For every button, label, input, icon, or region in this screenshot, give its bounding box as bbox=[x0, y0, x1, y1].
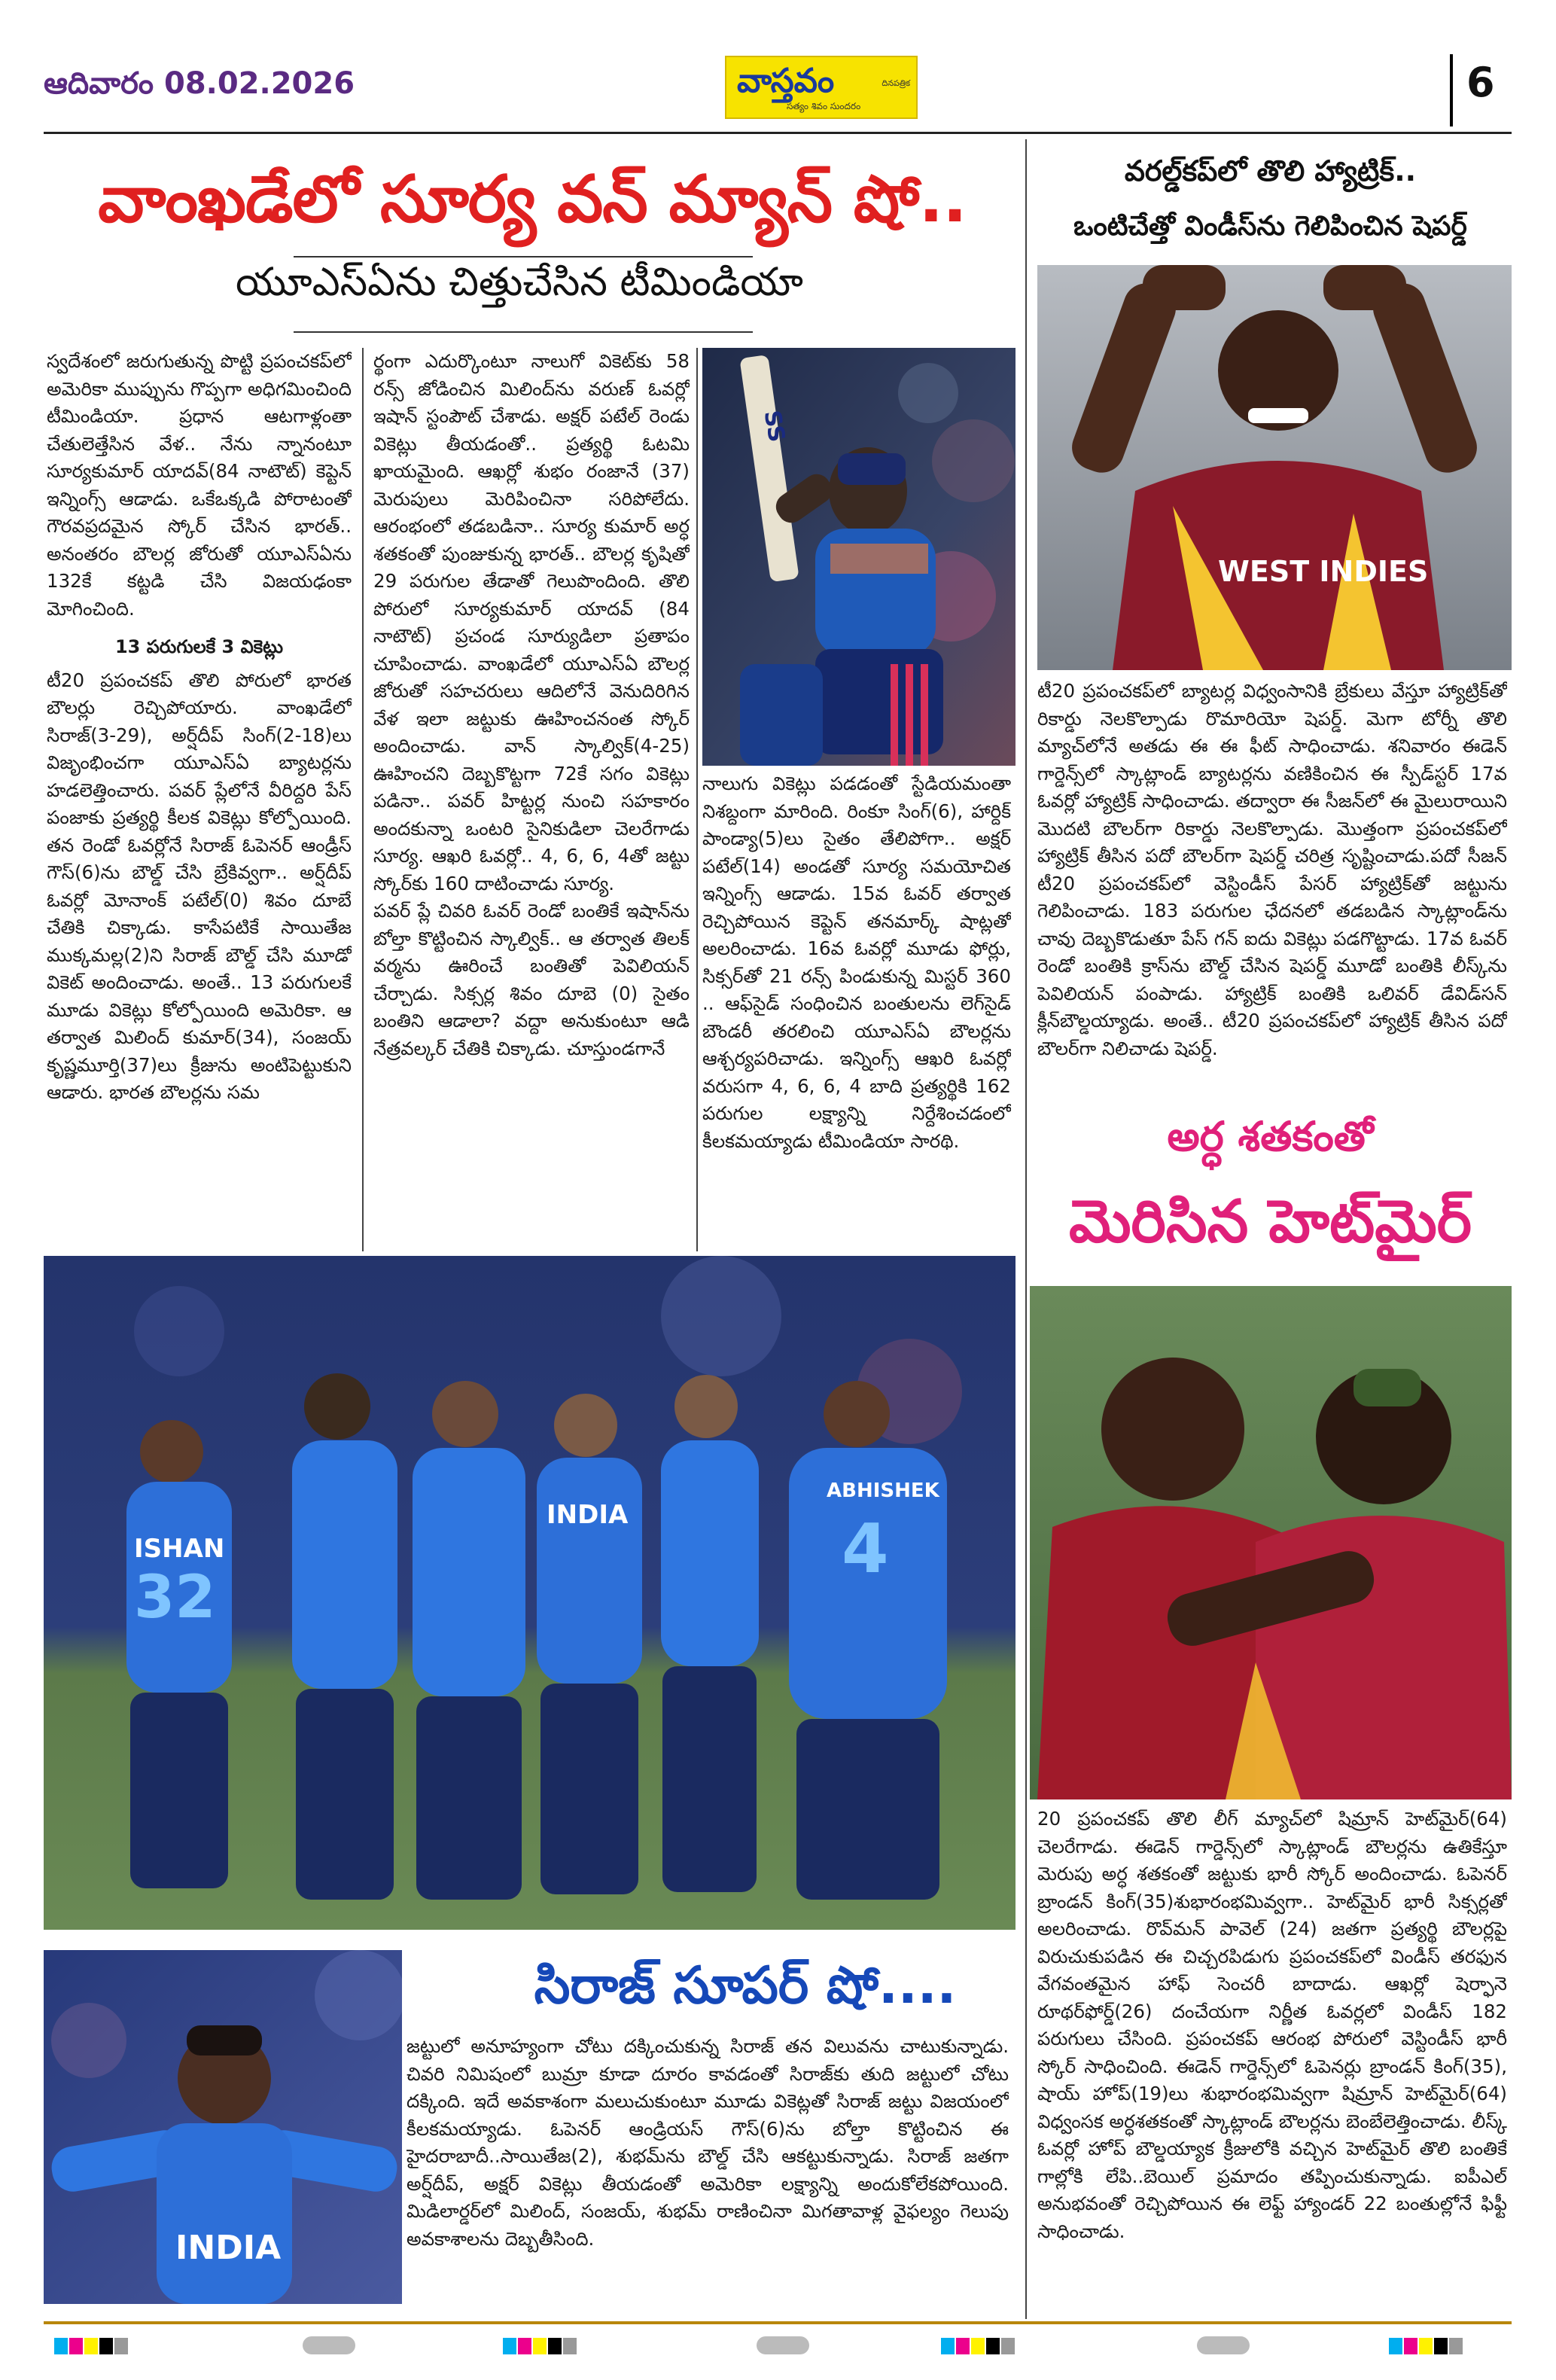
registration-color-bar bbox=[941, 2338, 1016, 2354]
shepherd-headline-line2: ఒంటిచేత్తో విండీస్‌ను గెలిపించిన షెపర్డ్ bbox=[1073, 211, 1467, 242]
jersey-number-4: 4 bbox=[842, 1510, 889, 1589]
page-number: 6 bbox=[1466, 59, 1495, 106]
issue-date: ఆదివారం 08.02.2026 bbox=[44, 66, 355, 101]
hetmyer-headline-line1: అర్ధ శతకంతో bbox=[1167, 1113, 1374, 1160]
main-subheadline: యూఎస్ఏను చిత్తుచేసిన టీమిండియా bbox=[236, 260, 803, 305]
hetmyer-celebration-photo bbox=[1030, 1286, 1512, 1799]
right-column-divider bbox=[1025, 139, 1027, 2319]
masthead-brand: వాస్తవం bbox=[737, 62, 835, 100]
headline-rule-bottom bbox=[294, 331, 753, 333]
column-divider bbox=[696, 348, 698, 1251]
siraj-story-paragraph: జట్టులో అనూహ్యంగా చోటు దక్కించుకున్న సిరాజ్ తన విలువను చాటుకున్నాడు. చివరి నిమిషంలో బుమ్రా కూడా దూరం కావడంతో సిరాజ్‌కు తుది జట్టులో చోటు దక్కింది. ఇదే అవకాశంగా మలుచుకుంటూ మూడు వికెట్లతో సిరాజ్ జట్టు విజయంలో కీలకమయ్యాడు. ఓపెనర్ ఆండ్రియస్ గౌస్(6)ను బోల్తా కొట్టించిన ఈ హైదరాబాదీ..సాయితేజ(2), శుభమ్‌ను బౌల్డ్ చేసి ఆకట్టుకున్నాడు. సిరాజ్ జతగా అర్ష్‌దీప్, అక్షర్ వికెట్లు తీయడంతో అమెరికా లక్ష్యాన్ని అందుకోలేకపోయింది. మిడిలార్డర్‌లో మిలింద్, సంజయ్, శుభమ్ రాణించినా మిగతావాళ్ల వైఫల్యం గెలుపు అవకాశాలను దెబ్బతీసింది. bbox=[407, 2035, 1009, 2250]
shepherd-story-body bbox=[1037, 678, 1507, 1114]
footer-rule bbox=[44, 2321, 1512, 2324]
shepherd-celebration-photo bbox=[1037, 265, 1512, 670]
india-team-celebration-photo bbox=[44, 1256, 1016, 1930]
main-story-paragraph: నాలుగు వికెట్లు పడడంతో స్టేడియమంతా నిశబ్దంగా మారింది. రింకూ సింగ్(6), హార్దిక్ పాండ్యా(5)లు సైతం తేలిపోగా.. అక్షర్ పటేల్(14) అండతో సూర్య సమయోచిత ఇన్నింగ్స్ ఆడాడు. 15వ ఓవర్ తర్వాత రెచ్చిపోయిన కెప్టెన్ తనమార్క్ షాట్లతో అలరించాడు. 16వ ఓవర్లో మూడు ఫోర్లు, సిక్సర్‌తో 21 రన్స్ పిండుకున్న మిస్టర్ 360 .. ఆఫ్‌సైడ్ సంధించిన బంతులను లెగ్‌సైడ్ బౌండరీ తరలించి యూఎస్ఏ బౌలర్లను ఆశ్చర్యపరిచాడు. ఇన్నింగ్స్ ఆఖరి ఓవర్లో వరుసగా 4, 6, 6, 4 బాది ప్రత్యర్థికి 162 పరుగుల లక్ష్యాన్ని నిర్దేశించడంలో కీలకమయ్యాడు టీమిండియా సారథి. bbox=[702, 773, 1011, 1152]
main-story-column-3 bbox=[702, 770, 1011, 1252]
main-story-column-1 bbox=[47, 348, 352, 1251]
jersey-name-india: INDIA bbox=[547, 1500, 629, 1530]
shepherd-story-paragraph: టీ20 ప్రపంచకప్‌లో బ్యాటర్ల విధ్వంసానికి బ్రేకులు వేస్తూ హ్యాట్రిక్‌తో రికార్డు నెలకొల్పాడు రొమారియో షెపర్డ్. మెగా టోర్నీ తొలి మ్యాచ్‌లోనే అతడు ఈ ఈ ఫీట్ సాధించాడు. శనివారం ఈడెన్ గార్డెన్స్‌లో స్కాట్లాండ్ బ్యాటర్లను వణికించిన ఈ స్పీడ్‌స్టర్ 17వ ఓవర్లో హ్యాట్రిక్ సాధించాడు. తద్వారా ఈ సీజన్‌లో ఈ మైలురాయిని మొదటి బౌలర్‌గా రికార్డు నెలకొల్పాడు. మొత్తంగా ప్రపంచకప్‌లో హ్యాట్రిక్ తీసిన పదో బౌలర్‌గా షెపర్డ్ చరిత్ర సృష్టించాడు.పదో సీజన్ టీ20 ప్రపంచకప్‌లో వెస్టిండీస్ పేసర్ హ్యాట్రిక్‌తో జట్టును గెలిపించాడు. 183 పరుగుల ఛేదనలో తడబడిన స్కాట్లాండ్‌ను చావు దెబ్బకొడుతూ పేస్ గన్ ఐదు వికెట్లు పడగొట్టాడు. 17వ ఓవర్ రెండో బంతికి క్రాస్‌ను బౌల్డ్ చేసిన షెపర్డ్ మూడో బంతికి లీస్క్‌ను పెవిలియన్ పంపాడు. హ్యాట్రిక్ బంతికి ఒలివర్ డేవిడ్‌సన్ క్లీన్‌బౌల్డయ్యాడు. అంతే.. టీ20 ప్రపంచకప్‌లో హ్యాట్రిక్ తీసిన పదో బౌలర్‌గా నిలిచాడు షెపర్డ్. bbox=[1037, 680, 1507, 1059]
jersey-name-siraj-india: INDIA bbox=[175, 2229, 282, 2267]
registration-color-bar bbox=[54, 2338, 129, 2354]
column-divider bbox=[362, 348, 364, 1251]
page-number-divider bbox=[1450, 54, 1453, 126]
hetmyer-story-body bbox=[1037, 1806, 1507, 2318]
main-story-column-2 bbox=[373, 348, 690, 1251]
registration-pill bbox=[757, 2336, 809, 2354]
headline-rule-top bbox=[294, 256, 753, 258]
registration-color-bar bbox=[503, 2338, 578, 2354]
main-story-subhead: 13 పరుగులకే 3 వికెట్లు bbox=[114, 636, 284, 657]
main-story-paragraph: స్వదేశంలో జరుగుతున్న పొట్టి ప్రపంచకప్‌లో అమెరికా ముప్పును గొప్పగా అధిగమించింది టీమిండియా. ప్రధాన ఆటగాళ్లంతా చేతులెత్తేసిన వేళ.. నేను న్నానంటూ సూర్యకుమార్ యాదవ్(84 నాటౌట్) కెప్టెన్ ఇన్నింగ్స్ ఆడాడు. ఒకేఒక్కడి పోరాటంతో గౌరవప్రదమైన స్కోర్ చేసిన భారత్.. అనంతరం బౌలర్ల జోరుతో యూఎస్ఏను 132కే కట్టడి చేసి విజయఢంకా మోగించింది. bbox=[47, 350, 352, 620]
svg-text:SS: SS bbox=[758, 408, 790, 444]
registration-pill bbox=[1197, 2336, 1250, 2354]
main-headline: వాంఖడేలో సూర్య వన్ మ్యాన్ షో.. bbox=[98, 162, 967, 237]
siraj-story-body bbox=[407, 2033, 1009, 2311]
masthead-tagline: సత్యం శివం సుందరం bbox=[787, 101, 861, 111]
jersey-name-ishan: ISHAN bbox=[134, 1534, 225, 1564]
hetmyer-headline-line2: మెరిసిన హెట్‌మైర్ bbox=[1068, 1188, 1472, 1256]
main-story-paragraph: పవర్ ప్లే చివరి ఓవర్ రెండో బంతికే ఇషాన్‌ను బోల్తా కొట్టించిన స్కాల్విక్.. ఆ తర్వాత తిలక్ వర్మను ఊరించే బంతితో పెవిలియన్ చేర్చాడు. సిక్సర్ల శివం దూబె (0) సైతం బంతిని ఆడాలా? వద్దా అనుకుంటూ ఆడి నేత్రవల్కర్ చేతికి చిక్కాడు. చూస్తుండగానే bbox=[373, 900, 690, 1059]
jersey-text-west-indies: WEST INDIES bbox=[1218, 555, 1429, 588]
jersey-number-32: 32 bbox=[134, 1564, 216, 1632]
masthead-logo bbox=[725, 56, 918, 119]
masthead-publication: దినపత్రిక bbox=[882, 78, 910, 88]
header-rule bbox=[44, 132, 1512, 134]
shepherd-headline-line1: వరల్డ్‌కప్‌లో తొలి హ్యాట్రిక్.. bbox=[1124, 154, 1417, 187]
registration-color-bar bbox=[1389, 2338, 1464, 2354]
main-story-paragraph: టీ20 ప్రపంచకప్ తొలి పోరులో భారత బౌలర్లు రెచ్చిపోయారు. వాంఖడేలో సిరాజ్(3-29), అర్ష్‌దీప్ సింగ్(2-18)లు విజృంభించగా యూఎస్ఏ బ్యాటర్లను హడలెత్తించారు. పవర్ ప్లేలోనే వీరిద్దరి పేస్ పంజాకు ప్రత్యర్థి కీలక వికెట్లు కోల్పోయింది. తన రెండో ఓవర్లోనే సిరాజ్ ఓపెనర్ ఆండ్రీస్ గౌస్(6)ను బౌల్డ్ చేసి బ్రేకివ్వగా.. అర్ష్‌దీప్ ఓవర్లో మోనాంక్ పటేల్(0) శివం దూబే చేతికి చిక్కాడు. కాసేపటికే సాయితేజ ముక్కమల్ల(2)ని సిరాజ్ బౌల్డ్ చేసి మూడో వికెట్ అందించాడు. అంతే.. 13 పరుగులకే మూడు వికెట్లు కోల్పోయింది అమెరికా. ఆ తర్వాత మిలింద్ కుమార్(34), సంజయ్ కృష్ణమూర్తి(37)లు క్రీజును అంటిపెట్టుకుని ఆడారు. భారత బౌలర్లను సమ bbox=[47, 669, 352, 1103]
main-story-paragraph: ర్థంగా ఎదుర్కొంటూ నాలుగో వికెట్‌కు 58 రన్స్ జోడించిన మిలింద్‌ను వరుణ్ ఓవర్లో ఇషాన్ స్టంపౌట్ చేశాడు. అక్షర్ పటేల్ రెండు వికెట్లు తీయడంతో.. ప్రత్యర్థి ఓటమి ఖాయమైంది. ఆఖర్లో శుభం రంజానే (37) మెరుపులు మెరిపించినా సరిపోలేదు. ఆరంభంలో తడబడినా.. సూర్య కుమార్ అర్ధ శతకంతో పుంజుకున్న భారత్.. బౌలర్ల కృషితో 29 పరుగుల తేడాతో గెలుపొందింది. తొలి పోరులో సూర్యకుమార్ యాదవ్ (84 నాటౌట్) ప్రచండ సూర్యుడిలా ప్రతాపం చూపించాడు. వాంఖడేలో యూఎస్ఏ బౌలర్ల జోరుతో సహచరులు ఆదిలోనే వెనుదిరిగిన వేళ ఇలా జట్టుకు ఊహించనంత స్కోర్ అందించాడు. వాన్ స్కాల్విక్(4-25) ఊహించని దెబ్బకొట్టగా 72కే సగం వికెట్లు పడినా.. పవర్ హిట్టర్ల నుంచి సహకారం అందకున్నా ఒంటరి సైనికుడిలా చెలరేగాడు సూర్య. ఆఖరి ఓవర్లో.. 4, 6, 6, 4తో జట్టు స్కోర్‌కు 160 దాటించాడు సూర్య. bbox=[373, 350, 690, 894]
siraj-celebration-photo bbox=[44, 1950, 402, 2304]
siraj-headline: సిరాజ్ సూపర్ షో.... bbox=[534, 1956, 957, 2016]
hetmyer-story-paragraph: 20 ప్రపంచకప్ తొలి లీగ్ మ్యాచ్‌లో షిమ్రాన్ హెట్‌మైర్(64) చెలరేగాడు. ఈడెన్ గార్డెన్స్‌లో స్కాట్లాండ్ బౌలర్లను ఉతికేస్తూ మెరుపు అర్ధ శతకంతో జట్టుకు భారీ స్కోర్ అందించాడు. ఓపెనర్ బ్రాండన్ కింగ్(35)శుభారంభమివ్వగా.. హెట్‌మైర్ భారీ సిక్సర్లతో అలరించాడు. రొవ్‌మన్ పావెల్ (24) జతగా ప్రత్యర్థి బౌలర్లపై విరుచుకుపడిన ఈ చిచ్చరపిడుగు ప్రపంచకప్‌లో విండీస్ తరఫున వేగవంతమైన హాఫ్ సెంచరీ బాదాడు. ఆఖర్లో షెర్ఫానె రూథర్‌ఫోర్డ్(26) దంచేయగా నిర్ణీత ఓవర్లలో విండీస్ 182 పరుగులు చేసింది. ప్రపంచకప్ ఆరంభ పోరులో వెస్టిండీస్ భారీ స్కోర్ సాధించింది. ఈడెన్ గార్డెన్స్‌లో ఓపెనర్లు బ్రాండన్ కింగ్(35), షాయ్ హోప్(19)లు శుభారంభమివ్వగా షిమ్రాన్ హెట్‌మైర్(64) విధ్వంసక అర్ధశతకంతో స్కాట్లాండ్ బౌలర్లను బెంబేలెత్తించాడు. లీస్క్ ఓవర్లో హోప్ బౌల్డయ్యాక క్రీజులోకి వచ్చిన హెట్‌మైర్ తొలి బంతికే గాల్లోకి లేపి..బెయిల్ ప్రమాదం తప్పించుకున్నాడు. ఐపీఎల్ అనుభవంతో రెచ్చిపోయిన ఈ లెఫ్ట్ హ్యాండర్ 22 బంతుల్లోనే ఫిఫ్టీ సాధించాడు. bbox=[1037, 1808, 1507, 2242]
jersey-name-abhishek: ABHISHEK bbox=[827, 1480, 939, 1502]
suryakumar-batting-photo bbox=[702, 348, 1016, 766]
registration-pill bbox=[303, 2336, 355, 2354]
